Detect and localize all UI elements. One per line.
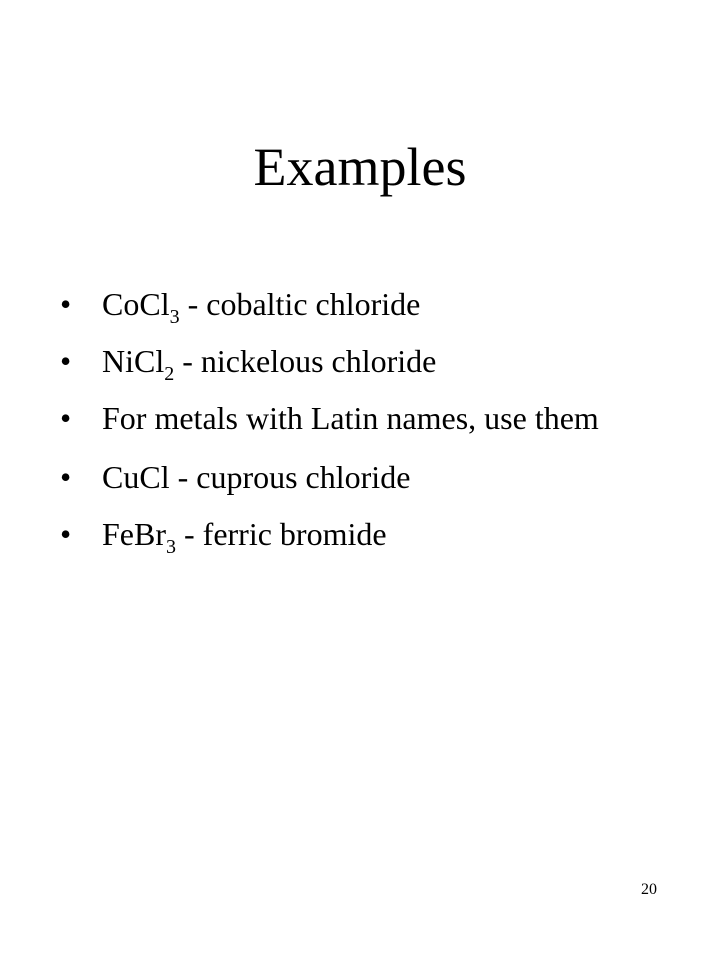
- page-number: 20: [641, 881, 657, 898]
- bullet-item-febr3: [60, 515, 680, 558]
- bullet-dot-icon: •: [60, 400, 72, 436]
- formula-base: FeBr: [102, 516, 166, 552]
- formula-base: NiCl: [102, 343, 165, 379]
- formula-subscript: 3: [169, 306, 180, 328]
- bullet-dot-icon: •: [60, 343, 72, 379]
- bullet-item-nicl2: [60, 342, 680, 385]
- bullet-dot-icon: •: [60, 516, 72, 552]
- bullet-item-cucl: [60, 458, 680, 496]
- bullet-text: For metals with Latin names, use them: [102, 400, 599, 436]
- bullet-text: - cuprous chloride: [169, 459, 411, 495]
- formula-base: CuCl: [102, 459, 170, 495]
- bullet-list: [60, 285, 680, 558]
- bullet-text: - cobaltic chloride: [179, 286, 421, 322]
- bullet-text: - ferric bromide: [176, 516, 387, 552]
- bullet-dot-icon: •: [60, 459, 72, 495]
- bullet-item-cocl3: [60, 285, 680, 328]
- formula-base: CoCl: [102, 286, 170, 322]
- slide-title: Examples: [253, 137, 467, 197]
- bullet-text: - nickelous chloride: [174, 343, 437, 379]
- bullet-dot-icon: •: [60, 286, 72, 322]
- bullet-item-latin-names: [60, 399, 680, 437]
- formula-subscript: 3: [166, 536, 176, 558]
- formula-subscript: 2: [164, 363, 175, 385]
